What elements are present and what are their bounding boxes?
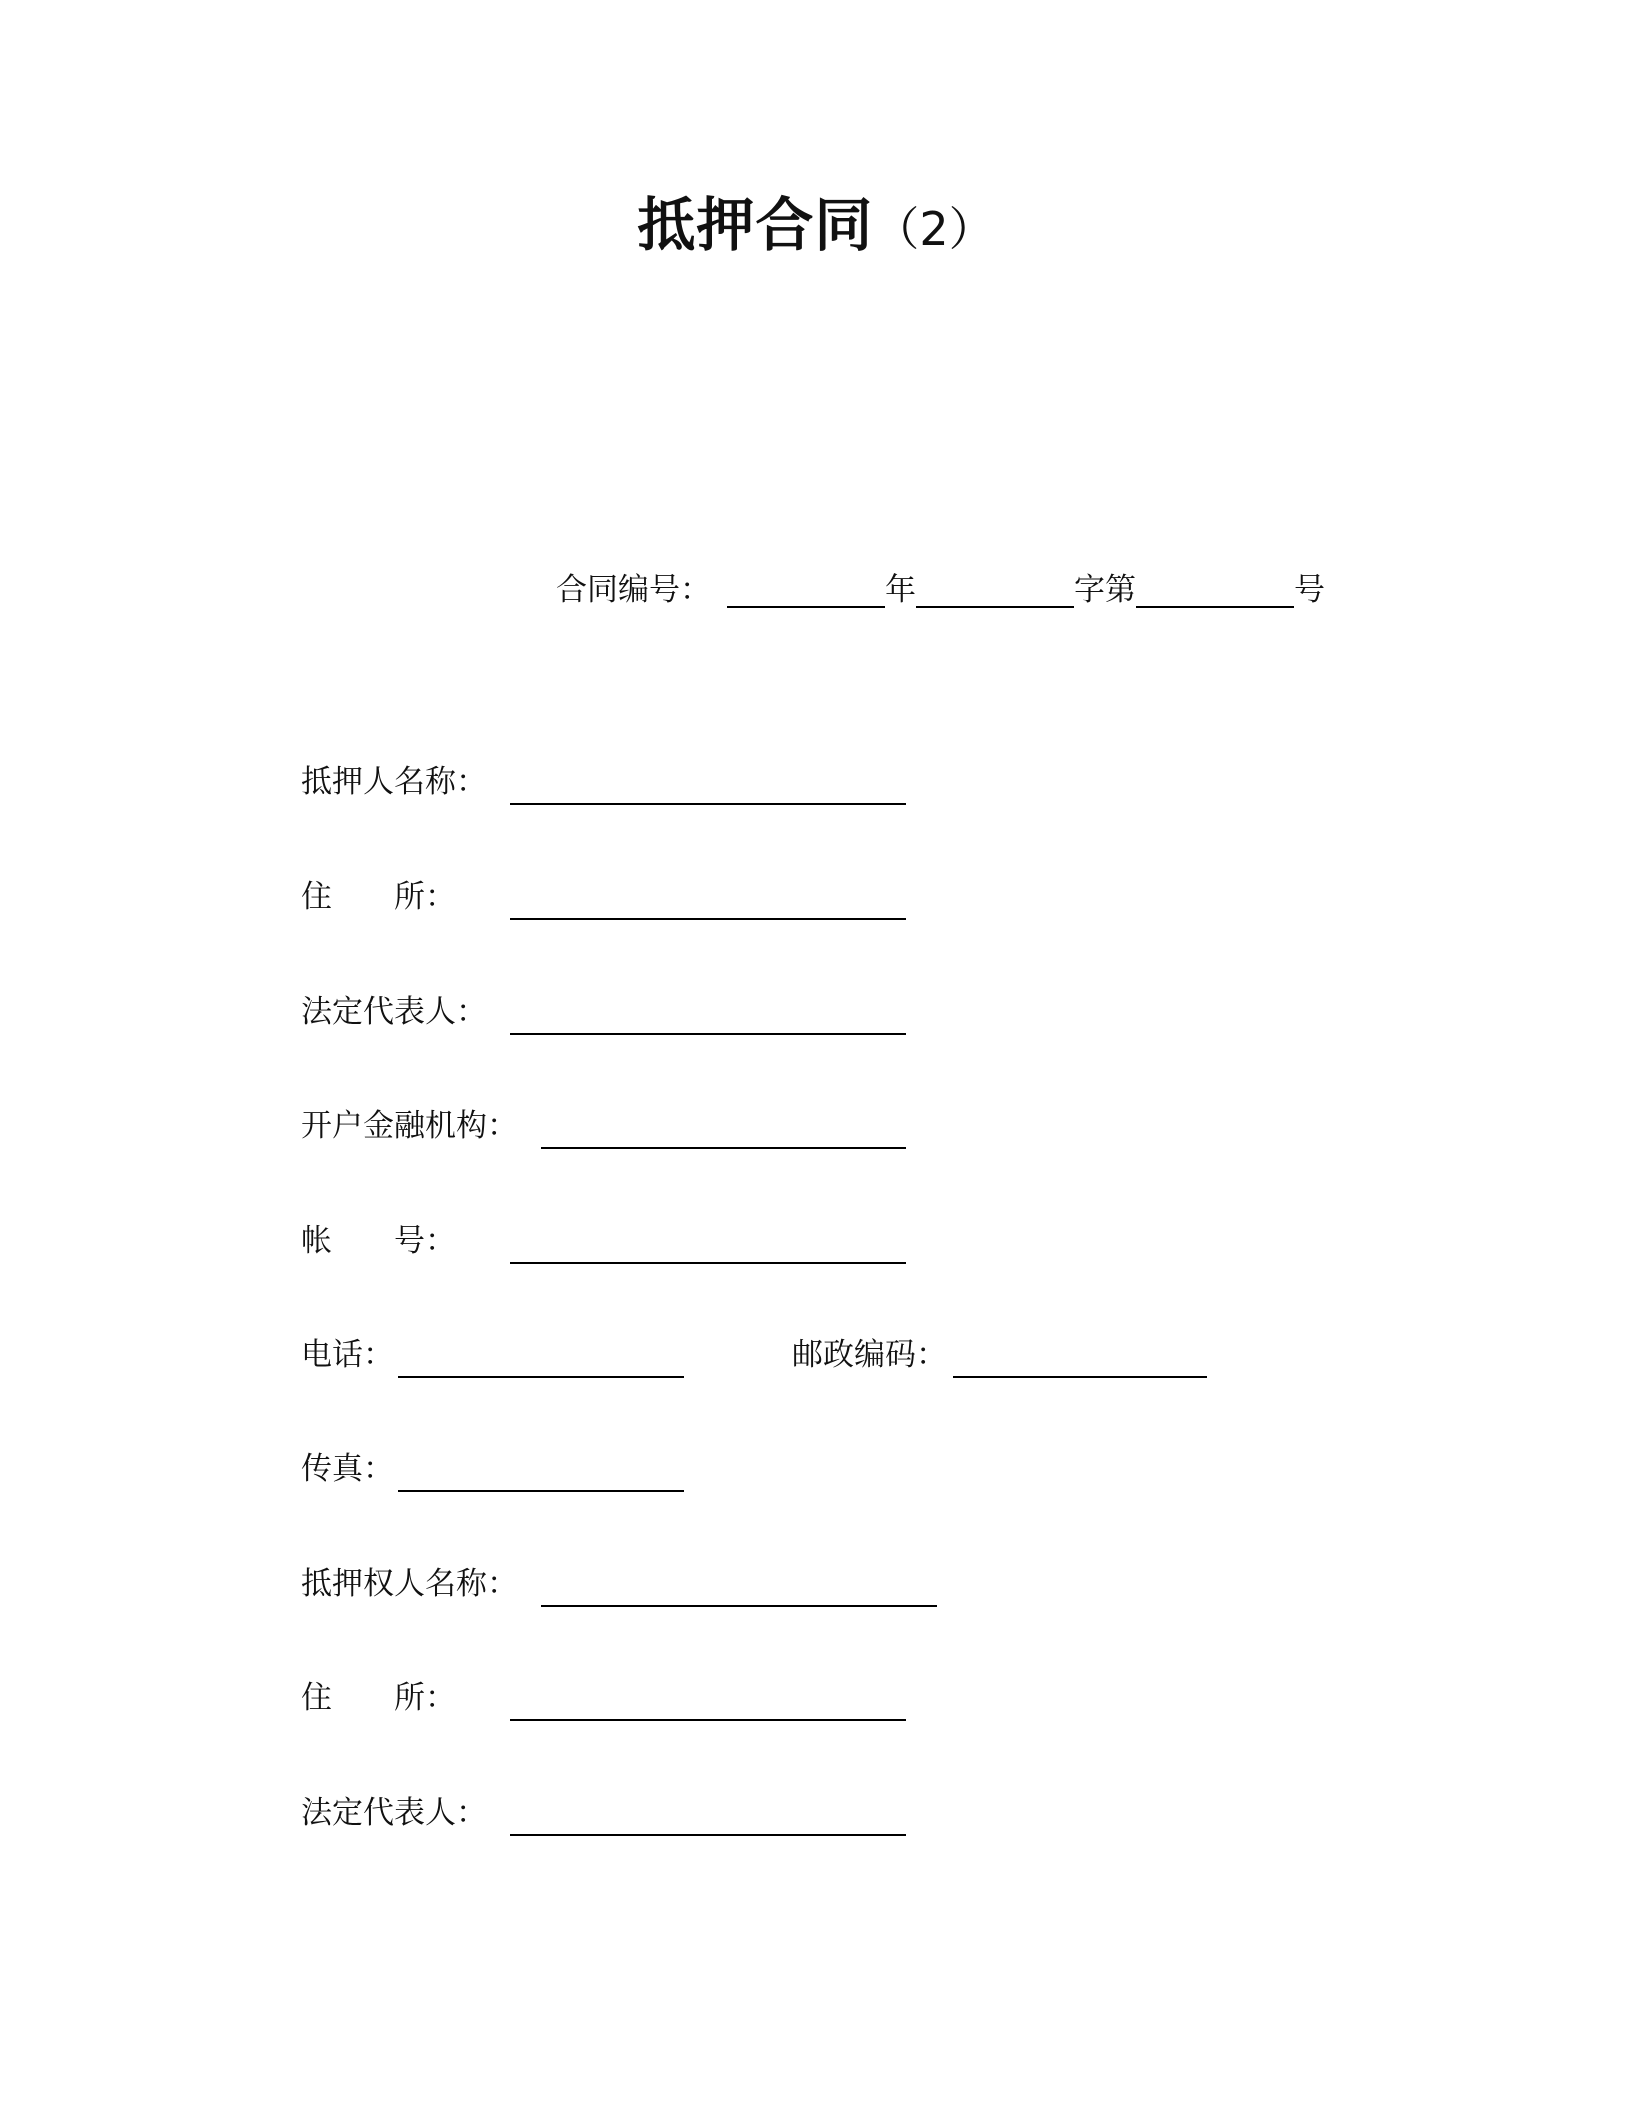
- mortgagor-name-field[interactable]: [510, 803, 906, 805]
- document-title: [0, 191, 1632, 259]
- mortgagee-address-label: 住 所：: [301, 1680, 456, 1716]
- mortgagor-legal-rep-field[interactable]: [510, 1033, 906, 1035]
- mortgagor-fax-field[interactable]: [398, 1490, 684, 1492]
- mortgagor-account-field[interactable]: [510, 1262, 906, 1264]
- mortgagor-name-label: 抵押人名称：: [301, 764, 487, 800]
- contract-number-seq-blank[interactable]: [1136, 566, 1294, 608]
- contract-number-year-blank[interactable]: [727, 566, 885, 608]
- mortgagor-postal-field[interactable]: [953, 1376, 1207, 1378]
- mortgagee-legal-rep-label: 法定代表人：: [301, 1795, 487, 1831]
- mortgagor-address-label: 住 所：: [301, 879, 456, 915]
- contract-number-word-char: 字第: [1074, 572, 1136, 608]
- mortgagor-postal-label: 邮政编码：: [792, 1337, 947, 1373]
- contract-number-row: [556, 568, 1325, 612]
- mortgagor-phone-field[interactable]: [398, 1376, 684, 1378]
- contract-number-char: 号: [1294, 572, 1325, 608]
- mortgagor-address-field[interactable]: [510, 918, 906, 920]
- contract-number-word-blank[interactable]: [916, 566, 1074, 608]
- mortgagee-name-field[interactable]: [541, 1605, 937, 1607]
- contract-number-label: 合同编号：: [556, 572, 711, 608]
- mortgagor-fax-label: 传真：: [301, 1451, 394, 1487]
- mortgagor-account-label: 帐 号：: [301, 1223, 456, 1259]
- mortgagor-phone-label: 电话：: [301, 1337, 394, 1373]
- mortgagor-legal-rep-label: 法定代表人：: [301, 994, 487, 1030]
- title-number: （2）: [873, 202, 995, 256]
- mortgagee-address-field[interactable]: [510, 1719, 906, 1721]
- mortgagee-name-label: 抵押权人名称：: [301, 1566, 518, 1602]
- mortgagee-legal-rep-field[interactable]: [510, 1834, 906, 1836]
- contract-number-year-char: 年: [885, 572, 916, 608]
- title-main: 抵押合同: [637, 191, 874, 259]
- mortgagor-bank-label: 开户金融机构：: [301, 1108, 518, 1144]
- mortgagor-bank-field[interactable]: [541, 1147, 906, 1149]
